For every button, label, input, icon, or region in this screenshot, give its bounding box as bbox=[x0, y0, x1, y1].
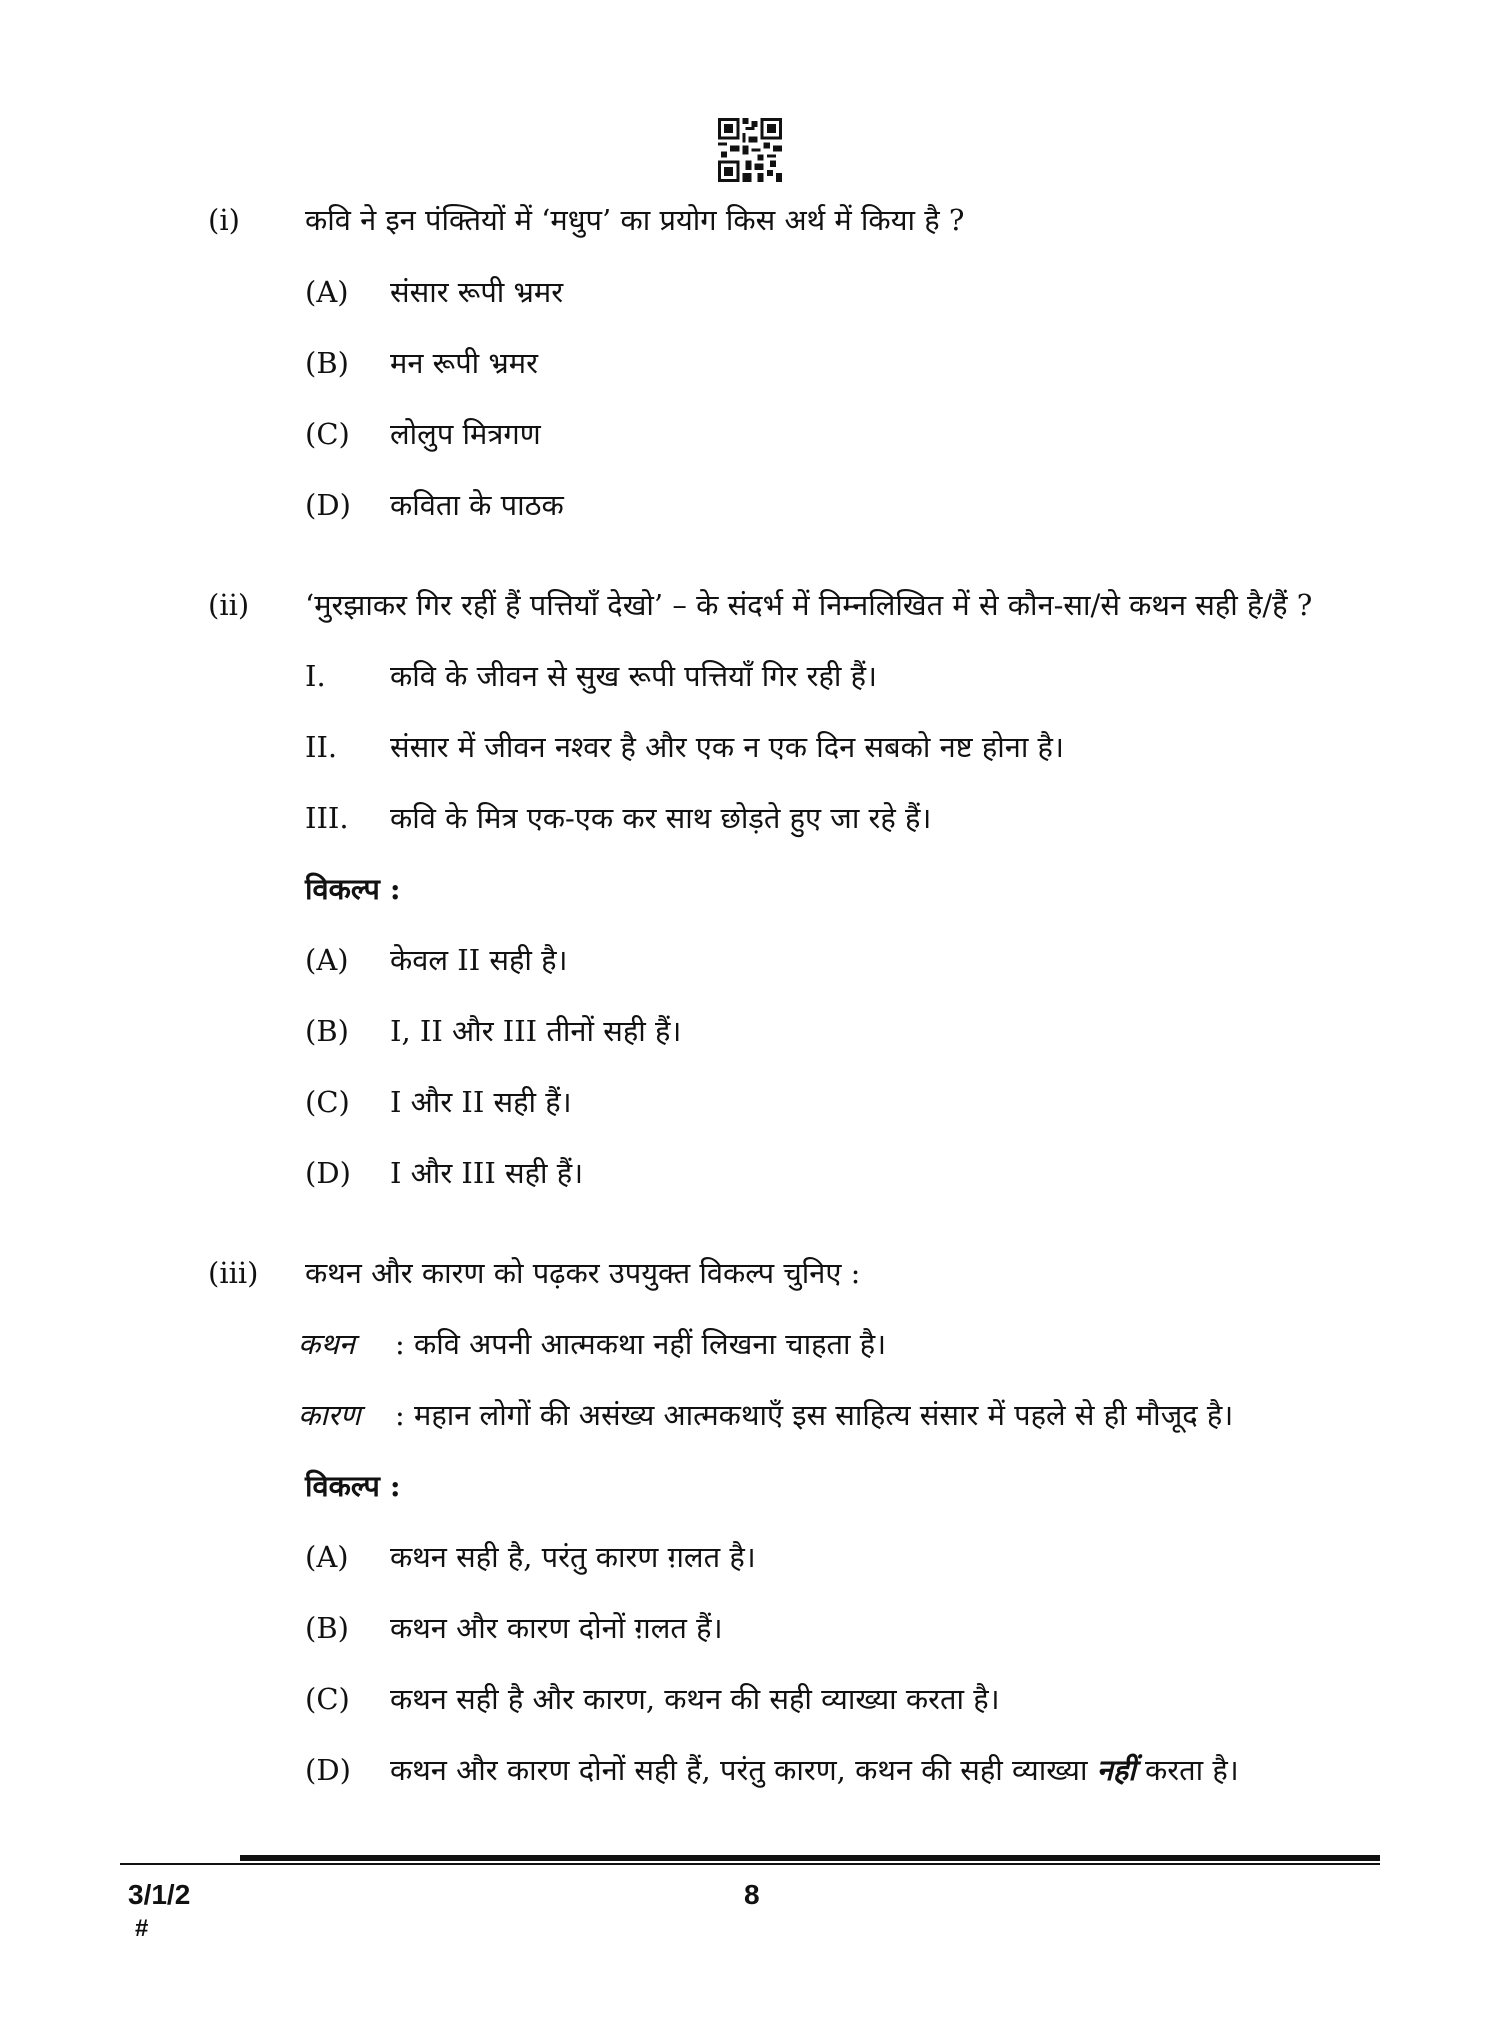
option-text: कथन सही है, परंतु कारण ग़लत है। bbox=[390, 1540, 756, 1574]
option-text: कथन सही है और कारण, कथन की सही व्याख्या करता है। bbox=[390, 1682, 1000, 1716]
statement-text: कवि के मित्र एक-एक कर साथ छोड़ते हुए जा रहे हैं। bbox=[390, 801, 932, 835]
footer-divider-thin bbox=[120, 1863, 1380, 1865]
question-text: कवि ने इन पंक्तियों में ‘मधुप’ का प्रयोग किस अर्थ में किया है ? bbox=[305, 203, 965, 237]
option-text: लोलुप मित्रगण bbox=[390, 417, 541, 451]
emphasis-text: नहीं bbox=[1096, 1753, 1136, 1787]
option-label: (A) bbox=[305, 1540, 349, 1574]
question-number: (i) bbox=[208, 203, 240, 237]
option-label: (A) bbox=[305, 275, 349, 309]
option-text: I और III सही हैं। bbox=[390, 1156, 584, 1190]
option-text-part: कथन और कारण दोनों सही हैं, परंतु कारण, कथन की सही व्याख्या bbox=[390, 1753, 1097, 1787]
option-text: केवल II सही है। bbox=[390, 943, 568, 977]
option-label: (D) bbox=[305, 1156, 351, 1190]
statement-text: कवि के जीवन से सुख रूपी पत्तियाँ गिर रही हैं। bbox=[390, 659, 878, 693]
option-label: (A) bbox=[305, 943, 349, 977]
option-text: कविता के पाठक bbox=[390, 488, 564, 522]
option-label: (D) bbox=[305, 488, 351, 522]
options-heading: विकल्प : bbox=[305, 1469, 401, 1503]
statement-text: संसार में जीवन नश्वर है और एक न एक दिन सबको नष्ट होना है। bbox=[390, 730, 1064, 764]
statement-label: I. bbox=[305, 659, 326, 693]
option-text bbox=[390, 1750, 1239, 1790]
question-number: (ii) bbox=[208, 588, 250, 622]
assertion-label: कथन bbox=[298, 1327, 355, 1361]
question-number: (iii) bbox=[208, 1256, 259, 1290]
option-label: (C) bbox=[305, 1682, 350, 1716]
statement-label: II. bbox=[305, 730, 338, 764]
option-label: (C) bbox=[305, 1085, 350, 1119]
option-label: (C) bbox=[305, 417, 350, 451]
question-text: ‘मुरझाकर गिर रहीं हैं पत्तियाँ देखो’ – के संदर्भ में निम्नलिखित में से कौन-सा/से कथन सही है/हैं ? bbox=[305, 588, 1313, 622]
qr-code-icon bbox=[718, 118, 782, 182]
option-text: कथन और कारण दोनों ग़लत हैं। bbox=[390, 1611, 723, 1645]
option-text: संसार रूपी भ्रमर bbox=[390, 275, 564, 309]
option-label: (D) bbox=[305, 1753, 351, 1787]
option-label: (B) bbox=[305, 1014, 349, 1048]
page-number: 8 bbox=[744, 1879, 760, 1910]
reason-label: कारण bbox=[298, 1398, 361, 1432]
statement-label: III. bbox=[305, 801, 349, 835]
option-text-part: करता है। bbox=[1135, 1753, 1239, 1787]
reason-text: : महान लोगों की असंख्य आत्मकथाएँ इस साहित्य संसार में पहले से ही मौजूद है। bbox=[395, 1398, 1234, 1432]
footer-divider-thick bbox=[240, 1855, 1380, 1861]
assertion-text: : कवि अपनी आत्मकथा नहीं लिखना चाहता है। bbox=[395, 1327, 887, 1361]
option-label: (B) bbox=[305, 1611, 349, 1645]
footer-hash: # bbox=[135, 1915, 149, 1942]
option-label: (B) bbox=[305, 346, 349, 380]
option-text: मन रूपी भ्रमर bbox=[390, 346, 538, 380]
paper-code: 3/1/2 bbox=[128, 1879, 191, 1910]
question-text: कथन और कारण को पढ़कर उपयुक्त विकल्प चुनिए : bbox=[305, 1256, 861, 1290]
option-text: I, II और III तीनों सही हैं। bbox=[390, 1014, 682, 1048]
options-heading: विकल्प : bbox=[305, 872, 401, 906]
option-text: I और II सही हैं। bbox=[390, 1085, 572, 1119]
